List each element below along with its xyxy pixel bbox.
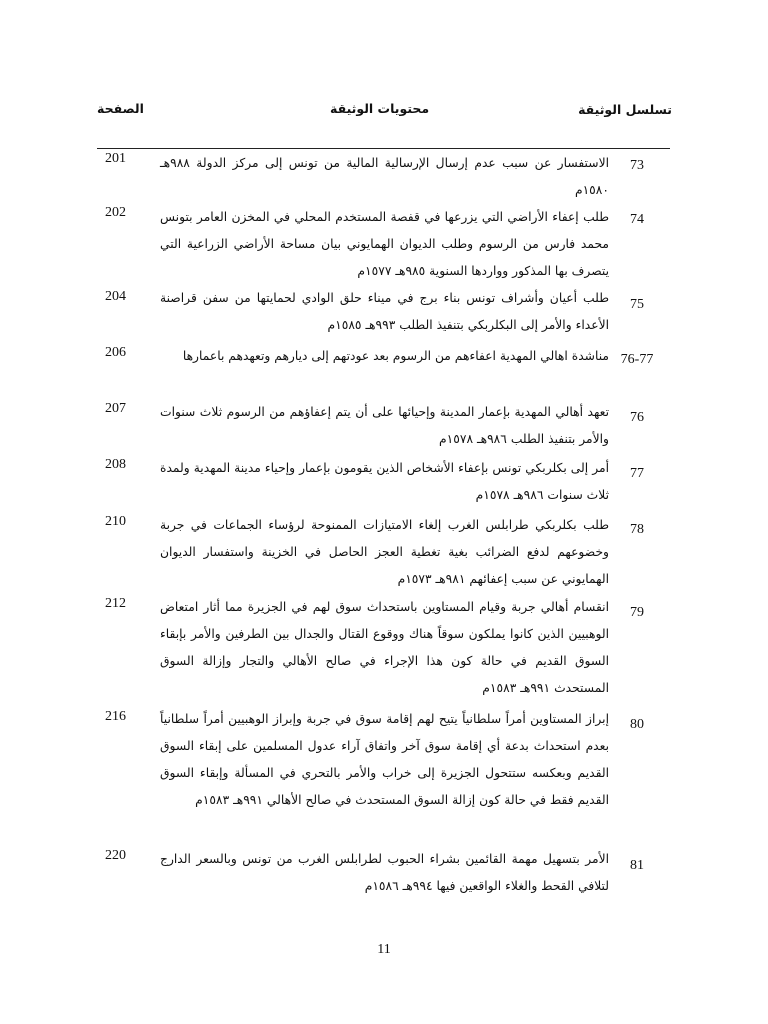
header-serial: تسلسل الوثيقة [578, 102, 672, 117]
doc-serial: 75 [630, 297, 644, 312]
doc-description: انقسام أهالي جربة وقيام المستاوين باستحداث سوق لهم في الجزيرة مما أثار امتعاض الوهبيين الذين كانوا يملكون سوقاً هناك ووقوع القتال والجدال بين الطرفين والأمر بإبقاء السوق القديم في حالة كون هذا الإجراء في صالح الأهالي والتجار وإزالة السوق المستحدث ٩٩١هـ ١٥٨٣م [160, 600, 609, 695]
doc-page: 204 [105, 289, 126, 304]
doc-page: 216 [105, 709, 126, 724]
doc-page: 207 [105, 401, 126, 416]
doc-description: الأمر بتسهيل مهمة القائمين بشراء الحبوب لطرابلس الغرب من تونس وبالسعر الدارج لتلافي القحط والغلاء الواقعين فيها ٩٩٤هـ ١٥٨٦م [160, 852, 609, 893]
doc-description: مناشدة اهالي المهدية اعفاءهم من الرسوم بعد عودتهم إلى ديارهم وتعهدهم باعمارها [182, 349, 609, 363]
doc-serial: 79 [630, 605, 644, 620]
doc-page: 220 [105, 848, 126, 863]
doc-serial: 76 [630, 410, 644, 425]
doc-page: 206 [105, 345, 126, 360]
doc-serial: 81 [630, 858, 644, 873]
doc-description: الاستفسار عن سبب عدم إرسال الإرسالية المالية من تونس إلى مركز الدولة ٩٨٨هـ ١٥٨٠م [160, 156, 609, 197]
doc-serial: 78 [630, 522, 644, 537]
doc-description: أمر إلى بكلربكي تونس بإعفاء الأشخاص الذين يقومون بإعمار وإحياء مدينة المهدية ولمدة ثلاث سنوات ٩٨٦هـ ١٥٧٨م [160, 461, 609, 502]
doc-page: 212 [105, 596, 126, 611]
doc-description: طلب أعيان وأشراف تونس بناء برج في ميناء حلق الوادي لحمايتها من سفن قراصنة الأعداء والأمر إلى البكلربكي بتنفيذ الطلب ٩٩٣هـ ١٥٨٥م [160, 291, 609, 332]
page-number: 11 [377, 942, 391, 957]
doc-serial: 76-77 [620, 352, 654, 367]
doc-serial: 77 [630, 466, 644, 481]
doc-serial: 74 [630, 212, 644, 227]
doc-page: 210 [105, 514, 126, 529]
doc-description: تعهد أهالي المهدية بإعمار المدينة وإحيائها على أن يتم إعفاؤهم من الرسوم ثلاث سنوات والأمر بتنفيذ الطلب ٩٨٦هـ ١٥٧٨م [160, 405, 609, 446]
doc-serial: 73 [630, 158, 644, 173]
doc-serial: 80 [630, 717, 644, 732]
header-contents: محتويات الوثيقة [330, 101, 430, 116]
doc-description: إبراز المستاوين أمراً سلطانياً يتيح لهم إقامة سوق في جربة وإبراز الوهبيين أمراً سلطانياً بعدم استحداث بدعة أي إقامة سوق آخر واتفاق آراء عدول المسلمين على إبقاء السوق القديم وبعكسه ستتحول الجزيرة إلى خراب والأمر بالتحري في المسألة وإبقاء السوق القديم فقط في حالة كون إزالة السوق المستحدث في صالح الأهالي ٩٩١هـ ١٥٨٣م [160, 712, 609, 807]
doc-page: 208 [105, 457, 126, 472]
doc-description: طلب إعفاء الأراضي التي يزرعها في قفصة المستخدم المحلي في المخزن العامر بتونس محمد فارس من الرسوم وطلب الديوان الهمايوني بيان مساحة الأراضي الزراعية التي يتصرف بها المذكور وواردها السنوية ٩٨٥هـ ١٥٧٧م [160, 210, 609, 278]
header-page: الصفحة [97, 101, 144, 116]
doc-page: 201 [105, 151, 126, 166]
doc-description: طلب بكلربكي طرابلس الغرب إلغاء الامتيازات الممنوحة لرؤساء الجماعات في جربة وخضوعهم لدفع الضرائب بغية تغطية العجز الحاصل في الخزينة واستفسار الديوان الهمايوني عن سبب إعفائهم ٩٨١هـ ١٥٧٣م [160, 518, 609, 586]
doc-page: 202 [105, 205, 126, 220]
header-rule [97, 148, 670, 149]
